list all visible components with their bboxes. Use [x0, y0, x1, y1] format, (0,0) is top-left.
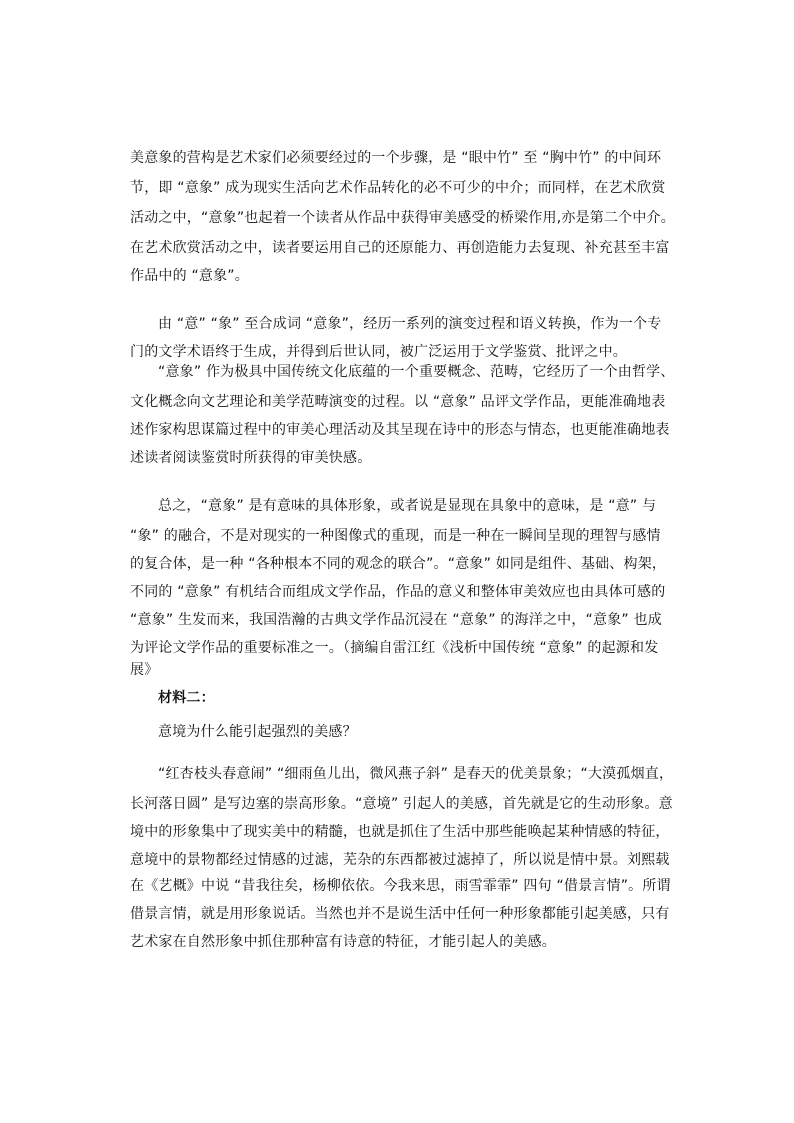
- paragraph-line: 在《艺概》中说 “昔我往矣，杨柳依依。今我来思，雨雪霏霏” 四句 “借景言情”。所谓: [130, 878, 671, 894]
- section-question: 意境为什么能引起强烈的美感？: [158, 724, 357, 740]
- paragraph-line: 活动之中，“意象”也起着一个读者从作品中获得审美感受的桥梁作用,亦是第二个中介。: [130, 210, 675, 226]
- paragraph-line: 节，即 “意象” 成为现实生活向艺术作品转化的必不可少的中介；而同样，在艺术欣赏: [130, 180, 666, 196]
- paragraph-line: 门的文学术语终于生成，并得到后世认同，被广泛运用于文学鉴赏、批评之中。: [130, 344, 627, 360]
- paragraph-line: 在艺术欣赏活动之中，读者要运用自己的还原能力、再创造能力去复现、补充甚至丰富: [130, 240, 670, 256]
- paragraph-line: “象” 的融合，不是对现实的一种图像式的重现，而是一种在一瞬间呈现的理智与感情: [130, 528, 661, 544]
- paragraph-line: 美意象的营构是艺术家们必须要经过的一个步骤，是 “眼中竹” 至 “胸中竹” 的中间环: [130, 150, 662, 166]
- paragraph-line: 意境中的景物都经过情感的过滤，芜杂的东西都被过滤掉了，所以说是情中景。刘熙载: [130, 852, 670, 868]
- paragraph-line: 境中的形象集中了现实美中的精髓，也就是抓住了生活中那些能唤起某种情感的特征，: [130, 824, 670, 840]
- paragraph-line: 的复合体，是一种 “各种根本不同的观念的联合”。“意象” 如同是组件、基础、构架，: [130, 556, 667, 572]
- paragraph-line: 总之，“意象” 是有意味的具体形象，或者说是显现在具象中的意味，是 “意” 与: [158, 498, 657, 514]
- paragraph-line: 长河落日圆” 是写边塞的崇高形象。“意境” 引起人的美感，首先就是它的生动形象。意: [130, 796, 673, 812]
- paragraph-line: “意象” 作为极具中国传统文化底蕴的一个重要概念、范畴，它经历了一个由哲学、: [158, 364, 675, 380]
- paragraph-line: 文化概念向文艺理论和美学范畴演变的过程。以 “意象” 品评文学作品，更能准确地表: [130, 394, 666, 410]
- paragraph-line: 作品中的 “意象”。: [130, 268, 249, 284]
- paragraph-line: 述作家构思谋篇过程中的审美心理活动及其呈现在诗中的形态与情态，也更能准确地表: [130, 422, 670, 438]
- paragraph-line: “红杏枝头春意闹” “细雨鱼儿出，微风燕子斜” 是春天的优美景象；“大漠孤烟直，: [158, 766, 674, 782]
- paragraph-line: 不同的 “意象” 有机结合而组成文学作品，作品的意义和整体审美效应也由具体可感的: [130, 584, 666, 600]
- paragraph-line: 艺术家在自然形象中抓住那种富有诗意的特征，才能引起人的美感。: [130, 934, 556, 950]
- paragraph-line: 述读者阅读鉴赏时所获得的审美快感。: [130, 450, 372, 466]
- paragraph-line: 由 “意” “象” 至合成词 “意象”，经历一系列的演变过程和语义转换，作为一个专: [158, 316, 662, 332]
- paragraph-line: 展》: [130, 662, 159, 678]
- material-heading: 材料二：: [158, 690, 215, 706]
- paragraph-line: 为评论文学作品的重要标准之一。（摘编自雷江红《浅析中国传统 “意象” 的起源和发: [130, 640, 659, 656]
- paragraph-line: 借景言情，就是用形象说话。当然也并不是说生活中任何一种形象都能引起美感，只有: [130, 906, 670, 922]
- paragraph-line: “意象” 生发而来，我国浩瀚的古典文学作品沉浸在 “意象” 的海洋之中，“意象” 也成: [130, 612, 662, 628]
